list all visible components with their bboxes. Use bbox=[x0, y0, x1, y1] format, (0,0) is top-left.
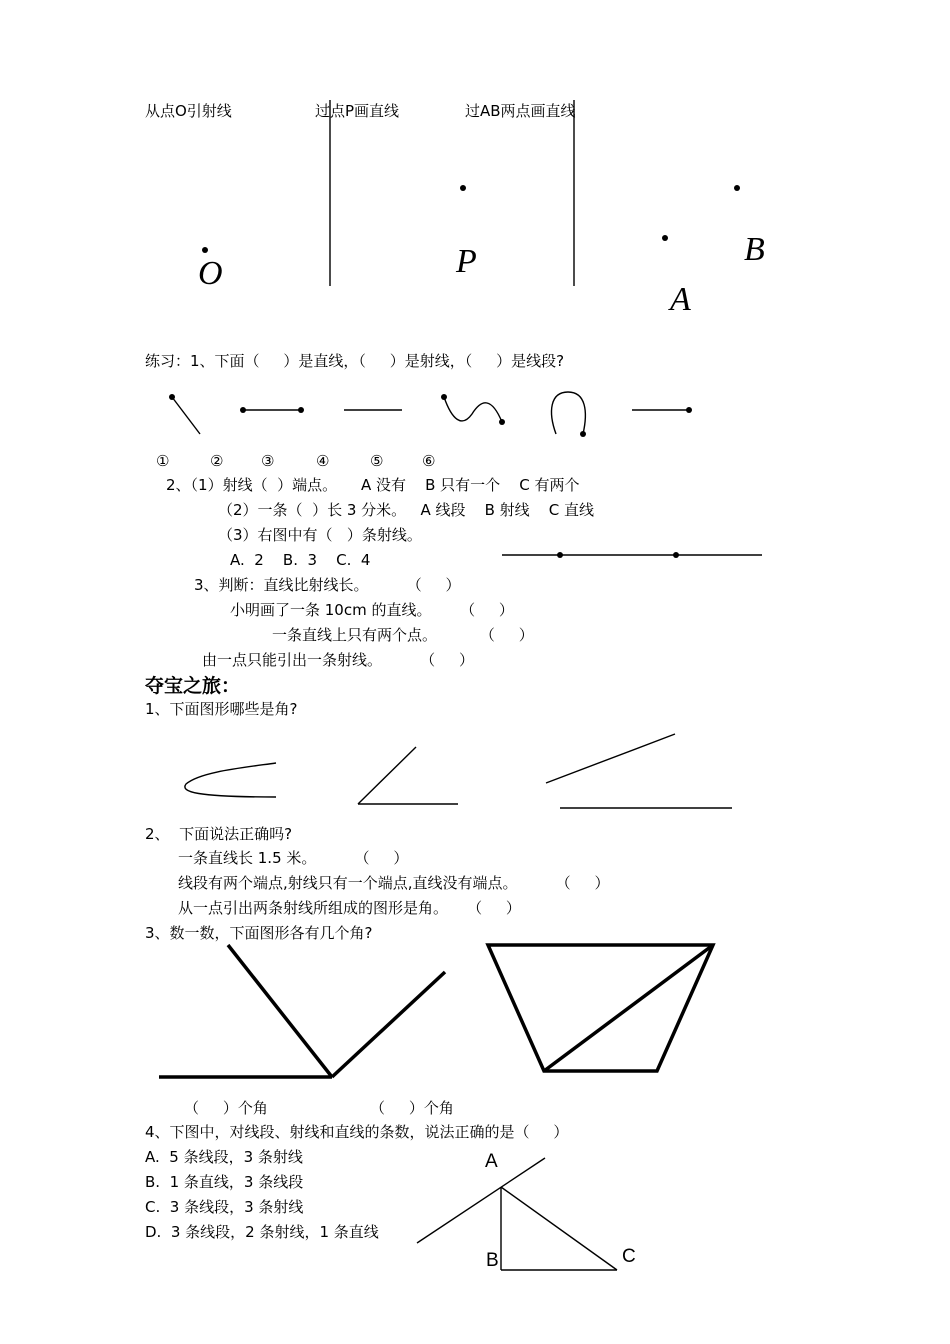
practice-judge-1: 3、判断：直线比射线长。 （ ） bbox=[194, 576, 461, 594]
angle-count-blank-1: （ ）个角 bbox=[184, 1099, 268, 1117]
figure-4-curve bbox=[441, 394, 505, 425]
figure-angle bbox=[358, 747, 458, 804]
task-ray-from-o: 从点O引射线 bbox=[145, 102, 232, 120]
figure-line-two-points bbox=[502, 552, 762, 558]
figure-number-2: ② bbox=[210, 452, 224, 470]
figure-number-6: ⑥ bbox=[422, 452, 436, 470]
option-c: C. 3 条线段，3 条射线 bbox=[145, 1198, 304, 1216]
task-line-through-ab: 过AB两点画直线 bbox=[465, 102, 576, 120]
practice-judge-4: 由一点只能引出一条射线。 （ ） bbox=[202, 651, 474, 669]
practice-question-2-2: （2）一条（ ）长 3 分米。 A 线段 B 射线 C 直线 bbox=[218, 501, 594, 519]
label-point-o: O bbox=[198, 255, 223, 292]
treasure-question-2: 2、 下面说法正确吗? bbox=[145, 825, 293, 843]
label-point-p: P bbox=[456, 243, 477, 280]
practice-judge-3: 一条直线上只有两个点。 （ ） bbox=[272, 626, 534, 644]
treasure-statement-2: 线段有两个端点,射线只有一个端点,直线没有端点。 （ ） bbox=[178, 874, 610, 892]
treasure-question-1: 1、下面图形哪些是角? bbox=[145, 700, 298, 718]
label-point-b: B bbox=[744, 231, 765, 268]
point-b bbox=[734, 185, 740, 191]
treasure-question-3: 3、数一数，下面图形各有几个角? bbox=[145, 924, 373, 942]
angle-count-blank-2: （ ）个角 bbox=[370, 1099, 454, 1117]
practice-question-1: 练习：1、下面（ ）是直线，（ ）是射线，（ ）是线段? bbox=[145, 352, 565, 370]
figure-trapezoid-diagonal bbox=[488, 945, 713, 1071]
figure-two-rays-on-line bbox=[159, 945, 445, 1077]
figure-number-4: ④ bbox=[316, 452, 330, 470]
practice-question-2-3-options: A. 2 B. 3 C. 4 bbox=[230, 551, 371, 569]
option-b: B. 1 条直线，3 条线段 bbox=[145, 1173, 304, 1191]
point-p bbox=[460, 185, 466, 191]
label-point-a: A bbox=[670, 281, 691, 318]
treasure-statement-1: 一条直线长 1.5 米。 （ ） bbox=[178, 849, 409, 867]
treasure-statement-3: 从一点引出两条射线所组成的图形是角。 （ ） bbox=[178, 899, 521, 917]
treasure-question-4: 4、下图中，对线段、射线和直线的条数，说法正确的是（ ） bbox=[145, 1123, 569, 1141]
figure-1-ray bbox=[169, 394, 200, 434]
figure-label-b: B bbox=[486, 1250, 499, 1271]
figure-6-ray bbox=[632, 407, 692, 413]
point-a bbox=[662, 235, 668, 241]
figure-2-segment bbox=[240, 407, 304, 413]
point-o bbox=[202, 247, 208, 253]
figure-number-3: ③ bbox=[261, 452, 275, 470]
figure-curved-angle bbox=[185, 763, 276, 797]
practice-question-2-1: 2、（1）射线（ ）端点。 A 没有 B 只有一个 C 有两个 bbox=[166, 476, 580, 494]
figure-5-arch bbox=[552, 392, 586, 437]
figure-abc bbox=[417, 1158, 617, 1270]
practice-judge-2: 小明画了一条 10cm 的直线。 （ ） bbox=[230, 601, 514, 619]
figure-number-5: ⑤ bbox=[370, 452, 384, 470]
option-a: A. 5 条线段，3 条射线 bbox=[145, 1148, 303, 1166]
option-d: D. 3 条线段，2 条射线，1 条直线 bbox=[145, 1223, 379, 1241]
figure-label-c: C bbox=[622, 1246, 636, 1267]
task-line-through-p: 过点P画直线 bbox=[315, 102, 400, 120]
figure-number-1: ① bbox=[156, 452, 170, 470]
figure-label-a: A bbox=[485, 1151, 498, 1172]
practice-question-2-3: （3）右图中有（ ）条射线。 bbox=[218, 526, 422, 544]
figure-separate-lines bbox=[546, 734, 732, 808]
section-heading-treasure: 夺宝之旅： bbox=[145, 675, 241, 697]
